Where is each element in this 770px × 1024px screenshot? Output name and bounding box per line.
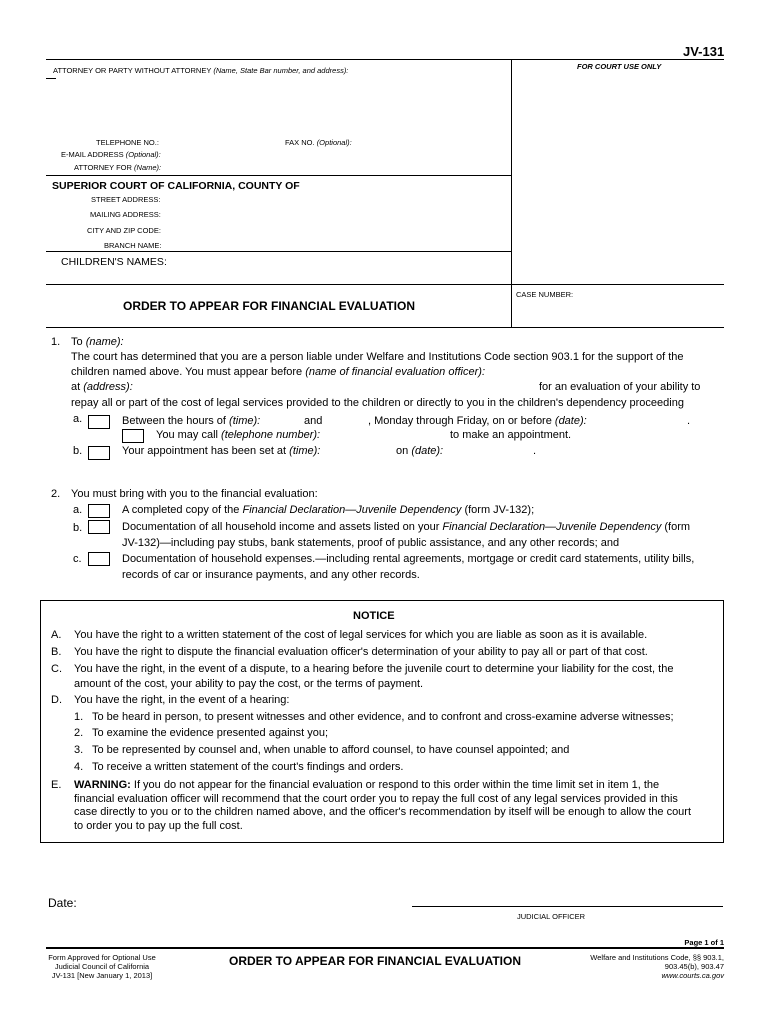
branch-label: BRANCH NAME: bbox=[104, 241, 162, 250]
footer-code: Welfare and Institutions Code, §§ 903.1, 903.45(b), 903.47 www.courts.ca.gov bbox=[590, 953, 724, 980]
item1-line2: children named above. You must appear before (name of financial evaluation officer): bbox=[71, 366, 485, 378]
footer-title: ORDER TO APPEAR FOR FINANCIAL EVALUATION bbox=[229, 954, 522, 968]
notice-d1-num: 1. bbox=[74, 711, 84, 723]
notice-a-text: You have the right to a written statement of the cost of legal services for which you are liable as soon as it is available. bbox=[74, 629, 648, 641]
date-label: Date: bbox=[48, 896, 77, 910]
notice-e-text1: WARNING: If you do not appear for the financial evaluation or respond to this order within the time limit set in item 1, the bbox=[74, 779, 660, 791]
footer-rule bbox=[46, 947, 724, 949]
notice-c-text2: amount of the cost, your ability to pay the cost, or the terms of payment. bbox=[74, 678, 424, 690]
notice-title: NOTICE bbox=[353, 610, 395, 622]
item1a-call: You may call (telephone number): bbox=[156, 429, 321, 441]
notice-e-text4: to order you to pay up the full cost. bbox=[74, 820, 243, 832]
item1a-weekdays: , Monday through Friday, on or before (date): bbox=[368, 415, 587, 427]
item1a-period: . bbox=[687, 415, 691, 427]
item1-line1: The court has determined that you are a person liable under Welfare and Institutions Code section 903.1 for the support of the bbox=[71, 351, 684, 363]
notice-d2-num: 2. bbox=[74, 727, 84, 739]
notice-e-letter: E. bbox=[51, 779, 62, 791]
street-label: STREET ADDRESS: bbox=[91, 195, 161, 204]
item1-eval: for an evaluation of your ability to bbox=[539, 381, 701, 393]
item1a-checkbox[interactable] bbox=[88, 415, 110, 429]
item1-line4: repay all or part of the cost of legal services provided to the children or directly to you in the children's dependency proceeding bbox=[71, 397, 684, 409]
judicial-officer-label: JUDICIAL OFFICER bbox=[517, 912, 586, 921]
telephone-label: TELEPHONE NO.: bbox=[96, 138, 159, 147]
item1a-text: Between the hours of (time): bbox=[122, 415, 261, 427]
item2b-text1: Documentation of all household income and assets listed on your Financial Declaration—Juvenile Dependency (form bbox=[122, 521, 691, 533]
form-code: JV-131 bbox=[683, 44, 725, 59]
item1-at: at (address): bbox=[71, 381, 133, 393]
courts-link[interactable]: www.courts.ca.gov bbox=[661, 971, 724, 980]
title-section-top bbox=[46, 284, 724, 285]
notice-a-letter: A. bbox=[51, 629, 62, 641]
item2c-text1: Documentation of household expenses.—including rental agreements, mortgage or credit card statements, utility bills, bbox=[122, 553, 695, 565]
notice-d-text: You have the right, in the event of a hearing: bbox=[74, 694, 290, 706]
item2c-text2: records of car or insurance payments, and any other records. bbox=[122, 569, 420, 581]
case-number-label: CASE NUMBER: bbox=[516, 290, 574, 299]
item2a-checkbox[interactable] bbox=[88, 504, 110, 518]
item1a-appointment: to make an appointment. bbox=[450, 429, 572, 441]
item2b-checkbox[interactable] bbox=[88, 520, 110, 534]
item1a-letter: a. bbox=[73, 413, 83, 425]
court-use-label: FOR COURT USE ONLY bbox=[577, 62, 662, 71]
mailing-label: MAILING ADDRESS: bbox=[90, 210, 161, 219]
notice-c-letter: C. bbox=[51, 663, 62, 675]
header-top-border bbox=[46, 59, 724, 60]
email-label: E-MAIL ADDRESS (Optional): bbox=[61, 150, 161, 159]
item1b-checkbox[interactable] bbox=[88, 446, 110, 460]
notice-e-text2: financial evaluation officer will recommend that the court order you to repay the full cost of any legal services provided in this bbox=[74, 793, 678, 805]
item1-to: To (name): bbox=[71, 336, 124, 348]
item1b-period: . bbox=[533, 445, 537, 457]
item2-number: 2. bbox=[51, 488, 61, 500]
signature-line bbox=[412, 906, 723, 907]
children-label: CHILDREN'S NAMES: bbox=[61, 256, 167, 268]
form-title: ORDER TO APPEAR FOR FINANCIAL EVALUATION bbox=[123, 299, 416, 313]
notice-d3-text: To be represented by counsel and, when unable to afford counsel, to have counsel appointed; and bbox=[92, 744, 570, 756]
court-label: SUPERIOR COURT OF CALIFORNIA, COUNTY OF bbox=[52, 180, 300, 192]
notice-d2-text: To examine the evidence presented against you; bbox=[92, 727, 329, 739]
item2b-text2: JV-132)—including pay stubs, bank statements, proof of public assistance, and any other records; and bbox=[122, 537, 620, 549]
item2b-letter: b. bbox=[73, 522, 83, 534]
title-section-bottom bbox=[46, 327, 724, 328]
city-label: CITY AND ZIP CODE: bbox=[87, 226, 161, 235]
item1a-call-checkbox[interactable] bbox=[122, 429, 144, 443]
item2c-letter: c. bbox=[73, 553, 82, 565]
item1b-text: Your appointment has been set at (time): bbox=[122, 445, 321, 457]
item2a-text: A completed copy of the Financial Declaration—Juvenile Dependency (form JV-132); bbox=[122, 504, 535, 516]
attorney-for-label: ATTORNEY FOR (Name): bbox=[74, 163, 162, 172]
attorney-tick bbox=[46, 78, 56, 79]
item1a-and: and bbox=[304, 415, 323, 427]
attorney-label: ATTORNEY OR PARTY WITHOUT ATTORNEY (Name, State Bar number, and address): bbox=[53, 66, 349, 75]
notice-d4-text: To receive a written statement of the court's findings and orders. bbox=[92, 761, 404, 773]
item1b-letter: b. bbox=[73, 445, 83, 457]
page-number: Page 1 of 1 bbox=[684, 938, 724, 947]
fax-label: FAX NO. (Optional): bbox=[285, 138, 352, 147]
item1b-on: on (date): bbox=[396, 445, 444, 457]
notice-c-text1: You have the right, in the event of a dispute, to a hearing before the juvenile court to determine your liability for the cost, the bbox=[74, 663, 674, 675]
form-approved: Form Approved for Optional Use Judicial Council of California JV-131 [New January 1, 2013] bbox=[48, 953, 156, 980]
court-use-divider bbox=[511, 59, 512, 327]
notice-d4-num: 4. bbox=[74, 761, 84, 773]
notice-e-text3: case directly to you or to the children named above, and the officer's recommendation by itself will be enough to allow the court bbox=[74, 806, 692, 818]
notice-b-letter: B. bbox=[51, 646, 62, 658]
notice-d3-num: 3. bbox=[74, 744, 84, 756]
attorney-section-border bbox=[46, 175, 511, 176]
court-section-border bbox=[46, 251, 511, 252]
item2-intro: You must bring with you to the financial evaluation: bbox=[71, 488, 318, 500]
notice-d-letter: D. bbox=[51, 694, 62, 706]
item2a-letter: a. bbox=[73, 504, 83, 516]
item2c-checkbox[interactable] bbox=[88, 552, 110, 566]
notice-b-text: You have the right to dispute the financial evaluation officer's determination of your ability to pay all or part of that cost. bbox=[74, 646, 648, 658]
item1-number: 1. bbox=[51, 336, 61, 348]
notice-d1-text: To be heard in person, to present witnesses and other evidence, and to confront and cross-examine adverse witnesses; bbox=[92, 711, 674, 723]
